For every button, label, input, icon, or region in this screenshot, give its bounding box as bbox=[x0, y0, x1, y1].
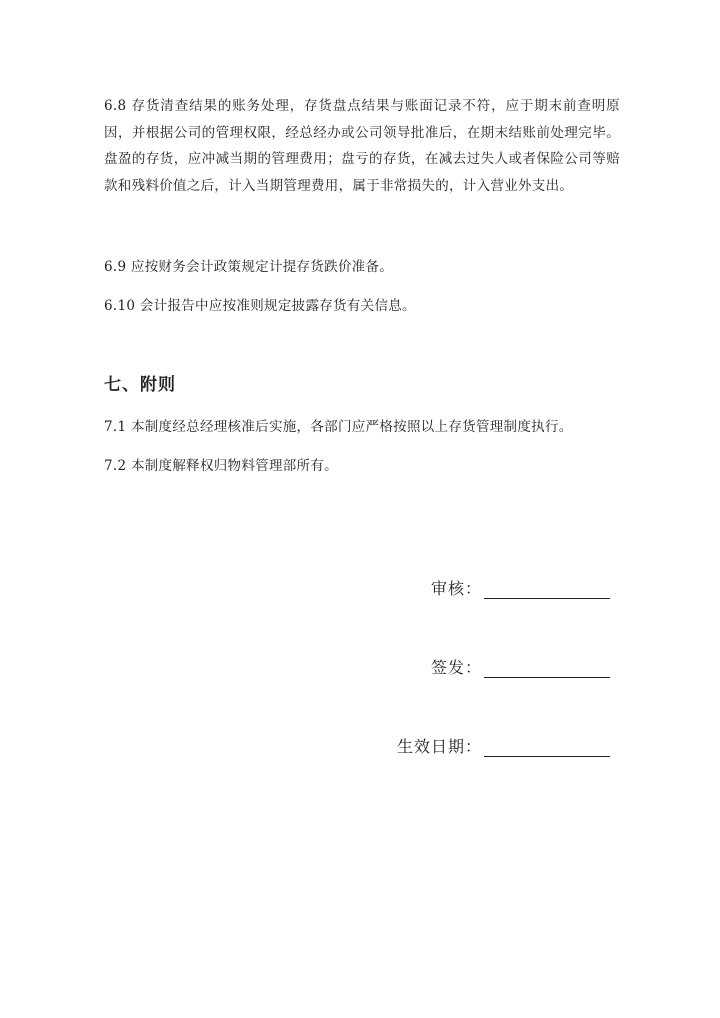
effective-date-line bbox=[484, 738, 610, 757]
issue-signature-row bbox=[431, 655, 610, 678]
review-signature-row bbox=[431, 576, 610, 599]
clause-6-10: 6.10 会计报告中应按准则规定披露存货有关信息。 bbox=[104, 298, 416, 314]
section-heading-7: 七、附则 bbox=[104, 375, 176, 395]
clause-7-2: 7.2 本制度解释权归物料管理部所有。 bbox=[104, 458, 338, 474]
review-signature-line bbox=[484, 580, 610, 599]
clause-6-9: 6.9 应按财务会计政策规定计提存货跌价准备。 bbox=[104, 259, 394, 275]
issue-signature-line bbox=[484, 659, 610, 678]
effective-date-label: 生效日期： bbox=[396, 737, 482, 756]
effective-date-row bbox=[397, 734, 610, 757]
issue-label: 签发： bbox=[430, 658, 482, 677]
clause-6-8: 6.8 存货清查结果的账务处理，存货盘点结果与账面记录不符，应于期末前查明原因，并根据公司的管理权限，经总经办或公司领导批准后，在期末结账前处理完毕。盘盈的存货，应冲减当期的管理费用；盘亏的存货，在减去过失人或者保险公司等赔款和残料价值之后，计入当期管理费用，属于非常损失的，计入营业外支出。 bbox=[104, 98, 620, 194]
review-label: 审核： bbox=[430, 579, 482, 598]
clause-7-1: 7.1 本制度经总经理核准后实施，各部门应严格按照以上存货管理制度执行。 bbox=[104, 419, 573, 435]
